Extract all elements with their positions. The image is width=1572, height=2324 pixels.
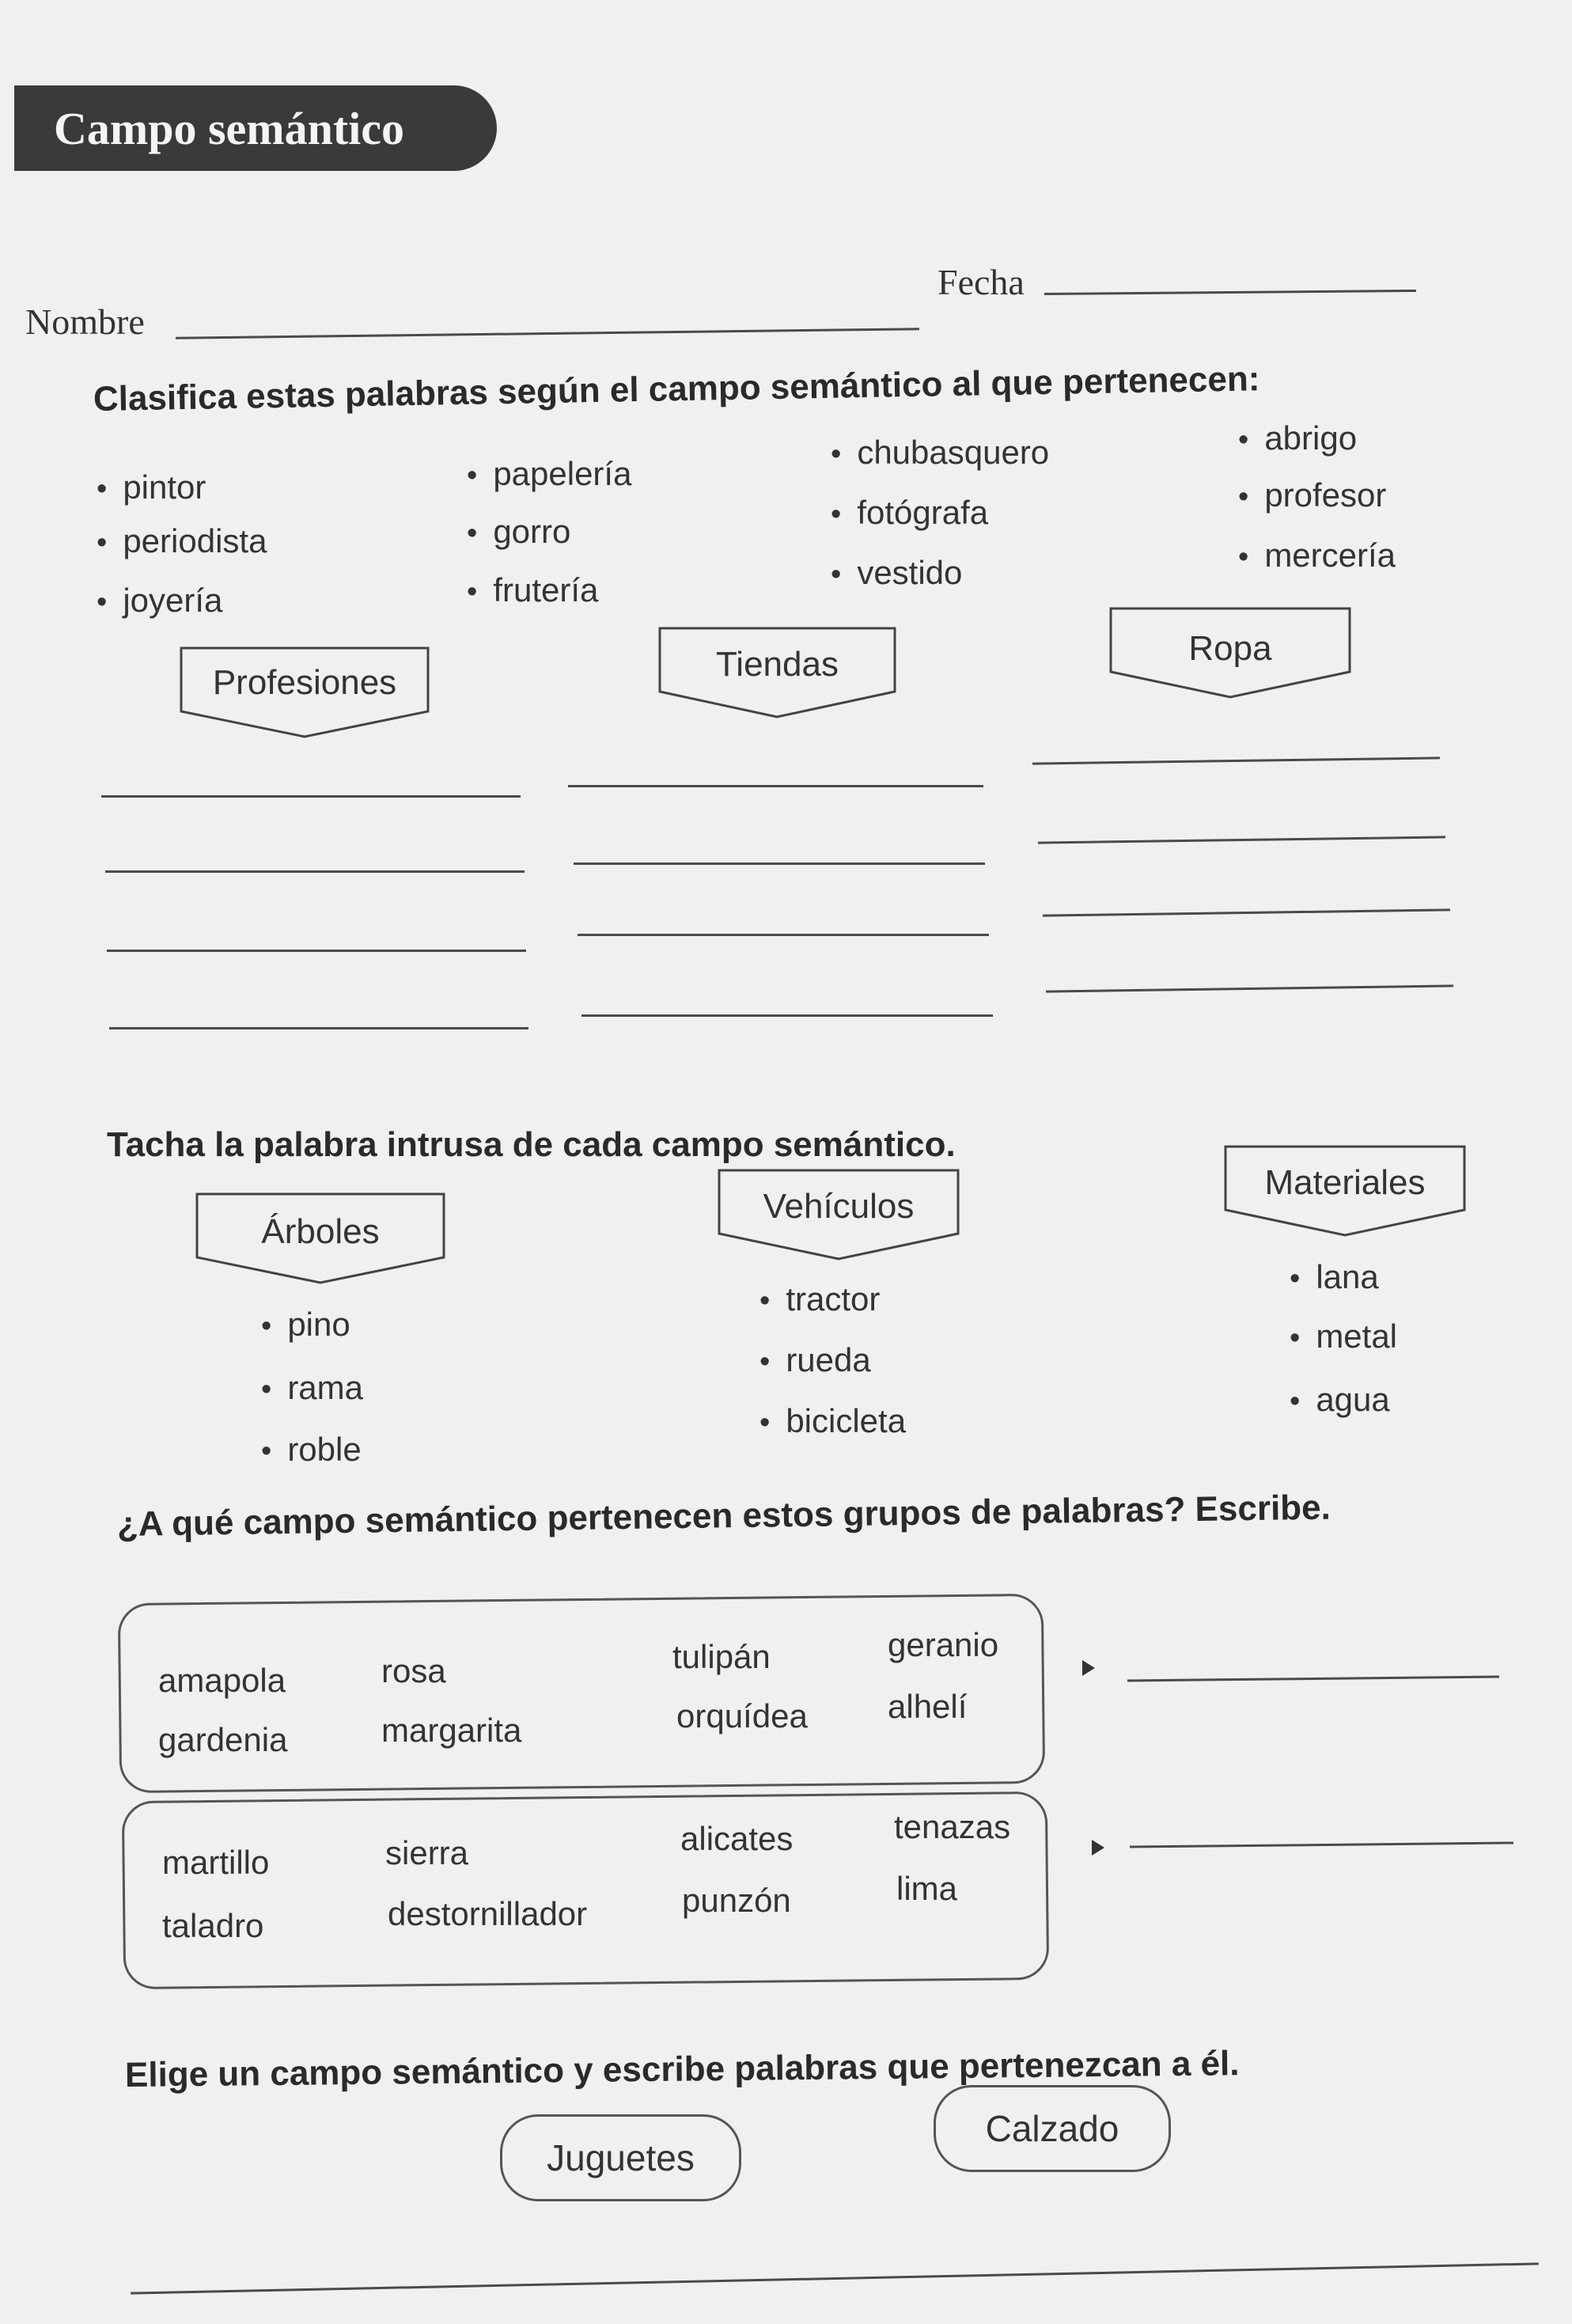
option-calzado[interactable]: Calzado [934, 2085, 1171, 2172]
arrow-icon [1092, 1840, 1104, 1856]
answer-line-profesiones-3[interactable] [107, 950, 526, 952]
answer-line-ropa-1[interactable] [1032, 756, 1440, 764]
word-joyeria: • joyería [97, 582, 222, 620]
group2-word-5: taladro [162, 1907, 264, 1944]
word-pino[interactable]: • pino [261, 1306, 350, 1344]
group1-word-3: tulipán [672, 1638, 771, 1675]
word-rama[interactable]: • rama [261, 1369, 363, 1407]
group1-word-7: orquídea [676, 1697, 808, 1734]
answer-line-ropa-3[interactable] [1043, 908, 1450, 916]
group1-word-2: rosa [381, 1652, 446, 1689]
answer-line-group2[interactable] [1130, 1841, 1513, 1848]
answer-line-profesiones-4[interactable] [109, 1027, 528, 1029]
option-juguetes[interactable]: Juguetes [500, 2114, 741, 2201]
group2-word-8: lima [896, 1870, 958, 1907]
word-tractor[interactable]: • tractor [759, 1280, 880, 1318]
arrow-icon [1082, 1660, 1095, 1676]
date-field[interactable] [1044, 290, 1416, 295]
group-label-arboles: Árboles [261, 1212, 380, 1251]
answer-line-profesiones-1[interactable] [101, 795, 521, 798]
answer-line-ropa-2[interactable] [1038, 836, 1445, 844]
group2-word-7: punzón [682, 1882, 791, 1919]
name-label: Nombre [25, 301, 145, 342]
category-ropa: Ropa [1188, 629, 1272, 668]
word-fotografa: • fotógrafa [831, 494, 988, 532]
answer-line-profesiones-2[interactable] [105, 870, 525, 873]
group2-word-1: martillo [162, 1844, 270, 1881]
word-periodista: • periodista [97, 522, 267, 560]
word-chubasquero: • chubasquero [831, 434, 1049, 472]
group1-word-1: amapola [158, 1662, 286, 1699]
group1-word-4: geranio [888, 1626, 999, 1663]
name-field[interactable] [176, 328, 919, 339]
answer-line-exercise4[interactable] [131, 2262, 1539, 2294]
word-abrigo: • abrigo [1238, 419, 1357, 457]
answer-line-ropa-4[interactable] [1046, 984, 1453, 992]
word-vestido: • vestido [831, 554, 962, 592]
word-lana[interactable]: • lana [1290, 1258, 1379, 1296]
word-merceria: • mercería [1238, 536, 1396, 574]
group-label-vehiculos: Vehículos [763, 1187, 915, 1226]
group1-word-8: alhelí [888, 1688, 968, 1725]
category-tiendas: Tiendas [716, 645, 839, 684]
word-agua[interactable]: • agua [1290, 1381, 1390, 1419]
group-label-materiales: Materiales [1264, 1163, 1426, 1202]
answer-line-tiendas-3[interactable] [578, 934, 989, 936]
date-label: Fecha [938, 262, 1025, 302]
answer-line-tiendas-2[interactable] [574, 862, 985, 865]
exercise2-instruction: Tacha la palabra intrusa de cada campo semántico. [107, 1125, 956, 1164]
group1-word-6: margarita [381, 1712, 522, 1749]
group2-word-6: destornillador [388, 1895, 588, 1932]
exercise4-instruction: Elige un campo semántico y escribe palabras que pertenezcan a él. [124, 2044, 1240, 2095]
word-rueda[interactable]: • rueda [759, 1341, 871, 1379]
word-bicicleta[interactable]: • bicicleta [759, 1402, 906, 1440]
word-roble[interactable]: • roble [261, 1431, 362, 1469]
group2-word-2: sierra [385, 1834, 469, 1871]
word-papeleria: • papelería [467, 455, 631, 493]
exercise1-instruction: Clasifica estas palabras según el campo semántico al que pertenecen: [93, 359, 1260, 419]
answer-line-group1[interactable] [1127, 1676, 1499, 1682]
word-metal[interactable]: • metal [1290, 1317, 1397, 1355]
group2-word-4: tenazas [894, 1808, 1011, 1845]
category-profesiones: Profesiones [212, 663, 397, 702]
answer-line-tiendas-4[interactable] [581, 1014, 993, 1017]
exercise3-instruction: ¿A qué campo semántico pertenecen estos grupos de palabras? Escribe. [116, 1488, 1331, 1544]
word-pintor: • pintor [97, 468, 206, 506]
group2-word-3: alicates [680, 1820, 794, 1857]
worksheet-title: Campo semántico [14, 85, 497, 171]
group1-word-5: gardenia [158, 1721, 288, 1758]
answer-line-tiendas-1[interactable] [568, 785, 983, 787]
word-profesor: • profesor [1238, 476, 1386, 514]
word-gorro: • gorro [467, 513, 570, 551]
word-fruteria: • frutería [467, 571, 598, 609]
